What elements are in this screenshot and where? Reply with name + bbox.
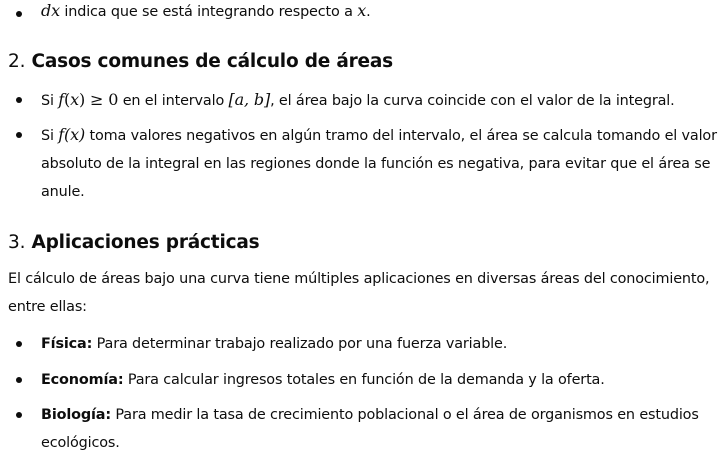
math-f: f xyxy=(58,90,65,109)
math-dx: dx xyxy=(41,1,60,20)
bullet-dot xyxy=(16,132,22,138)
item-label: Biología: xyxy=(41,407,111,423)
math-interval: [a, b] xyxy=(228,90,271,109)
bullet-dot xyxy=(16,377,22,383)
bullet-dot xyxy=(16,412,22,418)
text-line xyxy=(41,121,717,150)
text-line: El cálculo de áreas bajo una curva tiene múltiples aplicaciones en diversas áreas del conocimiento, xyxy=(8,271,710,287)
item-text: Para medir la tasa de crecimiento poblacional o el área de organismos en estudios xyxy=(110,407,699,423)
text-line xyxy=(41,401,717,429)
bullet-text xyxy=(41,330,717,358)
intro-paragraph xyxy=(8,265,717,321)
item-label: Economía: xyxy=(41,372,124,388)
section-title: Aplicaciones prácticas xyxy=(31,232,260,253)
math-x: x xyxy=(357,1,367,20)
math-fx: f(x) xyxy=(58,125,86,144)
text-segment: indica que se está integrando respecto a xyxy=(59,4,358,20)
text-segment: , el área bajo la curva coincide con el valor de la integral. xyxy=(270,93,675,109)
bullet-text xyxy=(41,366,717,394)
text-segment: Si xyxy=(41,128,59,144)
math-paren: ( xyxy=(64,90,71,109)
math-geq: ≥ 0 xyxy=(85,90,119,109)
section-heading-3 xyxy=(8,229,259,257)
text-segment: . xyxy=(366,4,371,20)
math-x: x xyxy=(70,90,80,109)
bullet-text xyxy=(41,0,717,26)
text-line: anule. xyxy=(41,184,85,200)
section-number: 2. xyxy=(8,51,26,72)
text-line: ecológicos. xyxy=(41,435,120,451)
item-text: Para calcular ingresos totales en función de la demanda y la oferta. xyxy=(123,372,605,388)
item-label: Física: xyxy=(41,336,93,352)
section-title: Casos comunes de cálculo de áreas xyxy=(31,51,393,72)
bullet-text xyxy=(41,121,717,206)
section-number: 3. xyxy=(8,232,26,253)
item-text: Para determinar trabajo realizado por una fuerza variable. xyxy=(92,336,508,352)
text-line: entre ellas: xyxy=(8,299,87,315)
section-heading-2 xyxy=(8,48,393,76)
bullet-text xyxy=(41,86,717,115)
text-line: absoluto de la integral en las regiones donde la función es negativa, para evitar que el área se xyxy=(41,156,711,172)
text-segment: Si xyxy=(41,93,59,109)
bullet-text xyxy=(41,401,717,457)
math-paren: ) xyxy=(79,90,86,109)
text-segment: en el intervalo xyxy=(118,93,229,109)
bullet-dot xyxy=(16,97,22,103)
bullet-dot xyxy=(16,11,22,17)
text-segment: toma valores negativos en algún tramo del intervalo, el área se calcula tomando el valor xyxy=(85,128,717,144)
bullet-dot xyxy=(16,341,22,347)
